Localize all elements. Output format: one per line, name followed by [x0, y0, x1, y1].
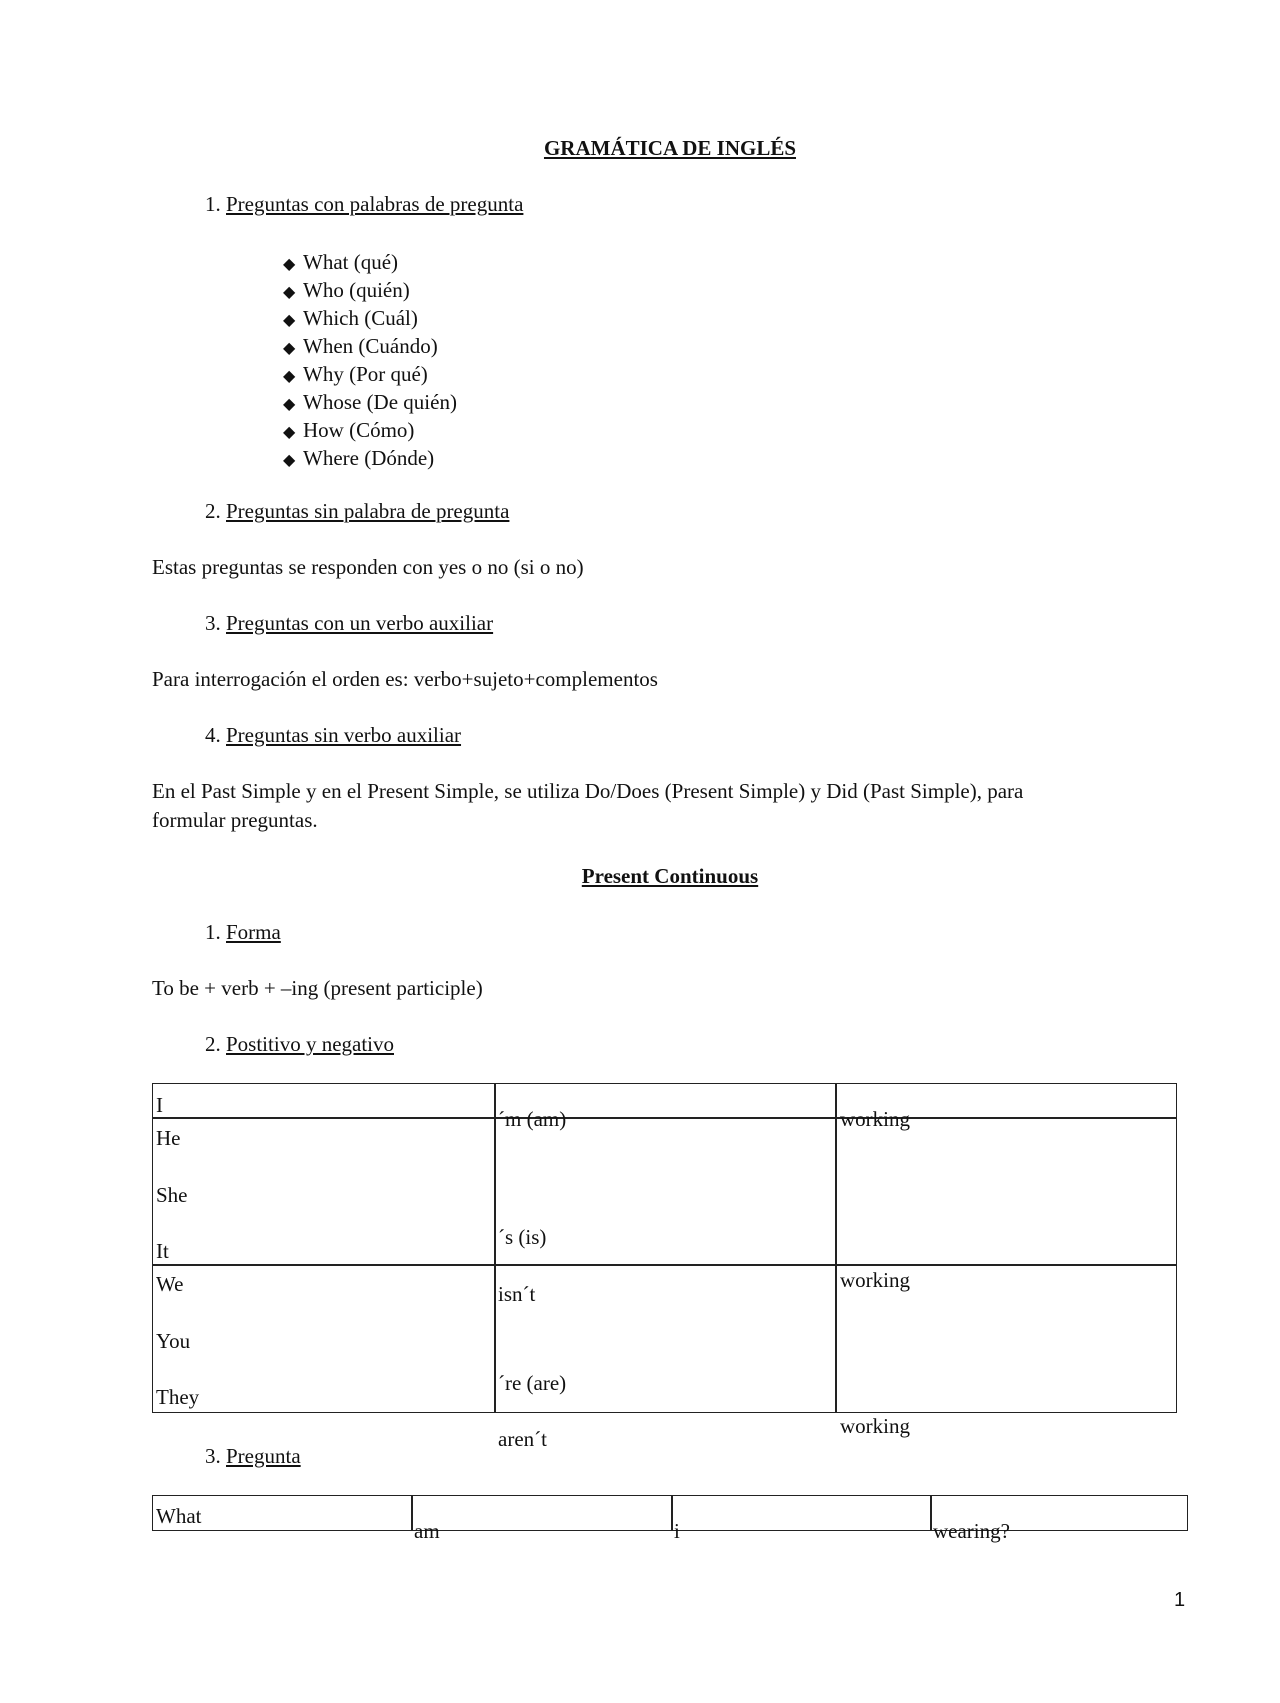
section-title: Pregunta: [226, 1444, 301, 1468]
section-number: 1.: [205, 920, 221, 944]
section-title: Postitivo y negativo: [226, 1032, 394, 1056]
table-cell-auxiliary: am: [414, 1519, 440, 1543]
conjugation-table: [152, 1083, 1177, 1413]
list-item: ◆ Whose (De quién): [283, 388, 457, 416]
table-cell-question-word: What: [156, 1504, 202, 1528]
question-table: [152, 1495, 1188, 1531]
table-cell-subject: He: [156, 1126, 181, 1150]
section-4-heading: [205, 725, 461, 746]
table-cell-verb: ´s (is): [498, 1225, 547, 1249]
section-1-heading: [205, 194, 523, 215]
list-item: ◆ What (qué): [283, 248, 457, 276]
diamond-bullet-icon: ◆: [283, 396, 296, 413]
section-title: Preguntas con un verbo auxiliar: [226, 611, 494, 635]
section-4-text-line-1: En el Past Simple y en el Present Simple, se utiliza Do/Does (Present Simple) y Did (Past Simple), para: [152, 779, 1024, 803]
forma-text: To be + verb + –ing (present participle): [152, 976, 483, 1000]
diamond-bullet-icon: ◆: [283, 424, 296, 441]
table-cell-participle: working: [840, 1107, 910, 1131]
table-cell-verb: aren´t: [498, 1427, 547, 1451]
question-words-list: [283, 248, 457, 472]
diamond-bullet-icon: ◆: [283, 256, 296, 273]
table-cell-participle: working: [840, 1414, 910, 1438]
list-item: ◆ Who (quién): [283, 276, 457, 304]
section-number: 3.: [205, 1444, 221, 1468]
document-title: GRAMÁTICA DE INGLÉS: [543, 136, 797, 160]
table-column-divider: [411, 1495, 413, 1531]
section-title: Preguntas sin verbo auxiliar: [226, 723, 462, 747]
section-title: Forma: [226, 920, 281, 944]
table-cell-verb: ´m (am): [498, 1107, 567, 1131]
section-number: 2.: [205, 499, 221, 523]
table-column-divider: [930, 1495, 932, 1531]
section-2-text: Estas preguntas se responden con yes o no (si o no): [152, 555, 584, 579]
section-number: 2.: [205, 1032, 221, 1056]
present-continuous-title: Present Continuous: [581, 864, 759, 888]
section-number: 3.: [205, 611, 221, 635]
table-cell-subject: i: [674, 1519, 680, 1543]
section-3-heading: [205, 613, 493, 634]
table-row-divider: [152, 1264, 1177, 1266]
list-item: ◆ Where (Dónde): [283, 444, 457, 472]
list-item: ◆ When (Cuándo): [283, 332, 457, 360]
forma-heading: [205, 922, 281, 943]
table-cell-subject: It: [156, 1239, 169, 1263]
section-number: 4.: [205, 723, 221, 747]
diamond-bullet-icon: ◆: [283, 340, 296, 357]
table-cell-subject: We: [156, 1272, 184, 1296]
table-column-divider: [494, 1083, 496, 1413]
posneg-heading: [205, 1034, 394, 1055]
table-cell-verb: isn´t: [498, 1282, 536, 1306]
diamond-bullet-icon: ◆: [283, 452, 296, 469]
list-item: ◆ Why (Por qué): [283, 360, 457, 388]
pregunta-heading: [205, 1446, 301, 1467]
table-cell-subject: She: [156, 1183, 188, 1207]
table-column-divider: [835, 1083, 837, 1413]
page-number: 1: [1174, 1589, 1186, 1611]
section-title: Preguntas con palabras de pregunta: [226, 192, 524, 216]
table-cell-subject: You: [156, 1329, 191, 1353]
list-item: ◆ How (Cómo): [283, 416, 457, 444]
section-title: Preguntas sin palabra de pregunta: [226, 499, 510, 523]
table-cell-subject: They: [156, 1385, 200, 1409]
diamond-bullet-icon: ◆: [283, 368, 296, 385]
table-cell-verb: wearing?: [933, 1519, 1010, 1543]
section-3-text: Para interrogación el orden es: verbo+sujeto+complementos: [152, 667, 658, 691]
section-number: 1.: [205, 192, 221, 216]
diamond-bullet-icon: ◆: [283, 284, 296, 301]
diamond-bullet-icon: ◆: [283, 312, 296, 329]
table-cell-subject: I: [156, 1093, 163, 1117]
table-cell-participle: working: [840, 1268, 910, 1292]
table-cell-verb: ´re (are): [498, 1371, 567, 1395]
section-2-heading: [205, 501, 509, 522]
table-row-divider: [152, 1117, 1177, 1119]
list-item: ◆ Which (Cuál): [283, 304, 457, 332]
section-4-text-line-2: formular preguntas.: [152, 808, 318, 832]
table-column-divider: [671, 1495, 673, 1531]
